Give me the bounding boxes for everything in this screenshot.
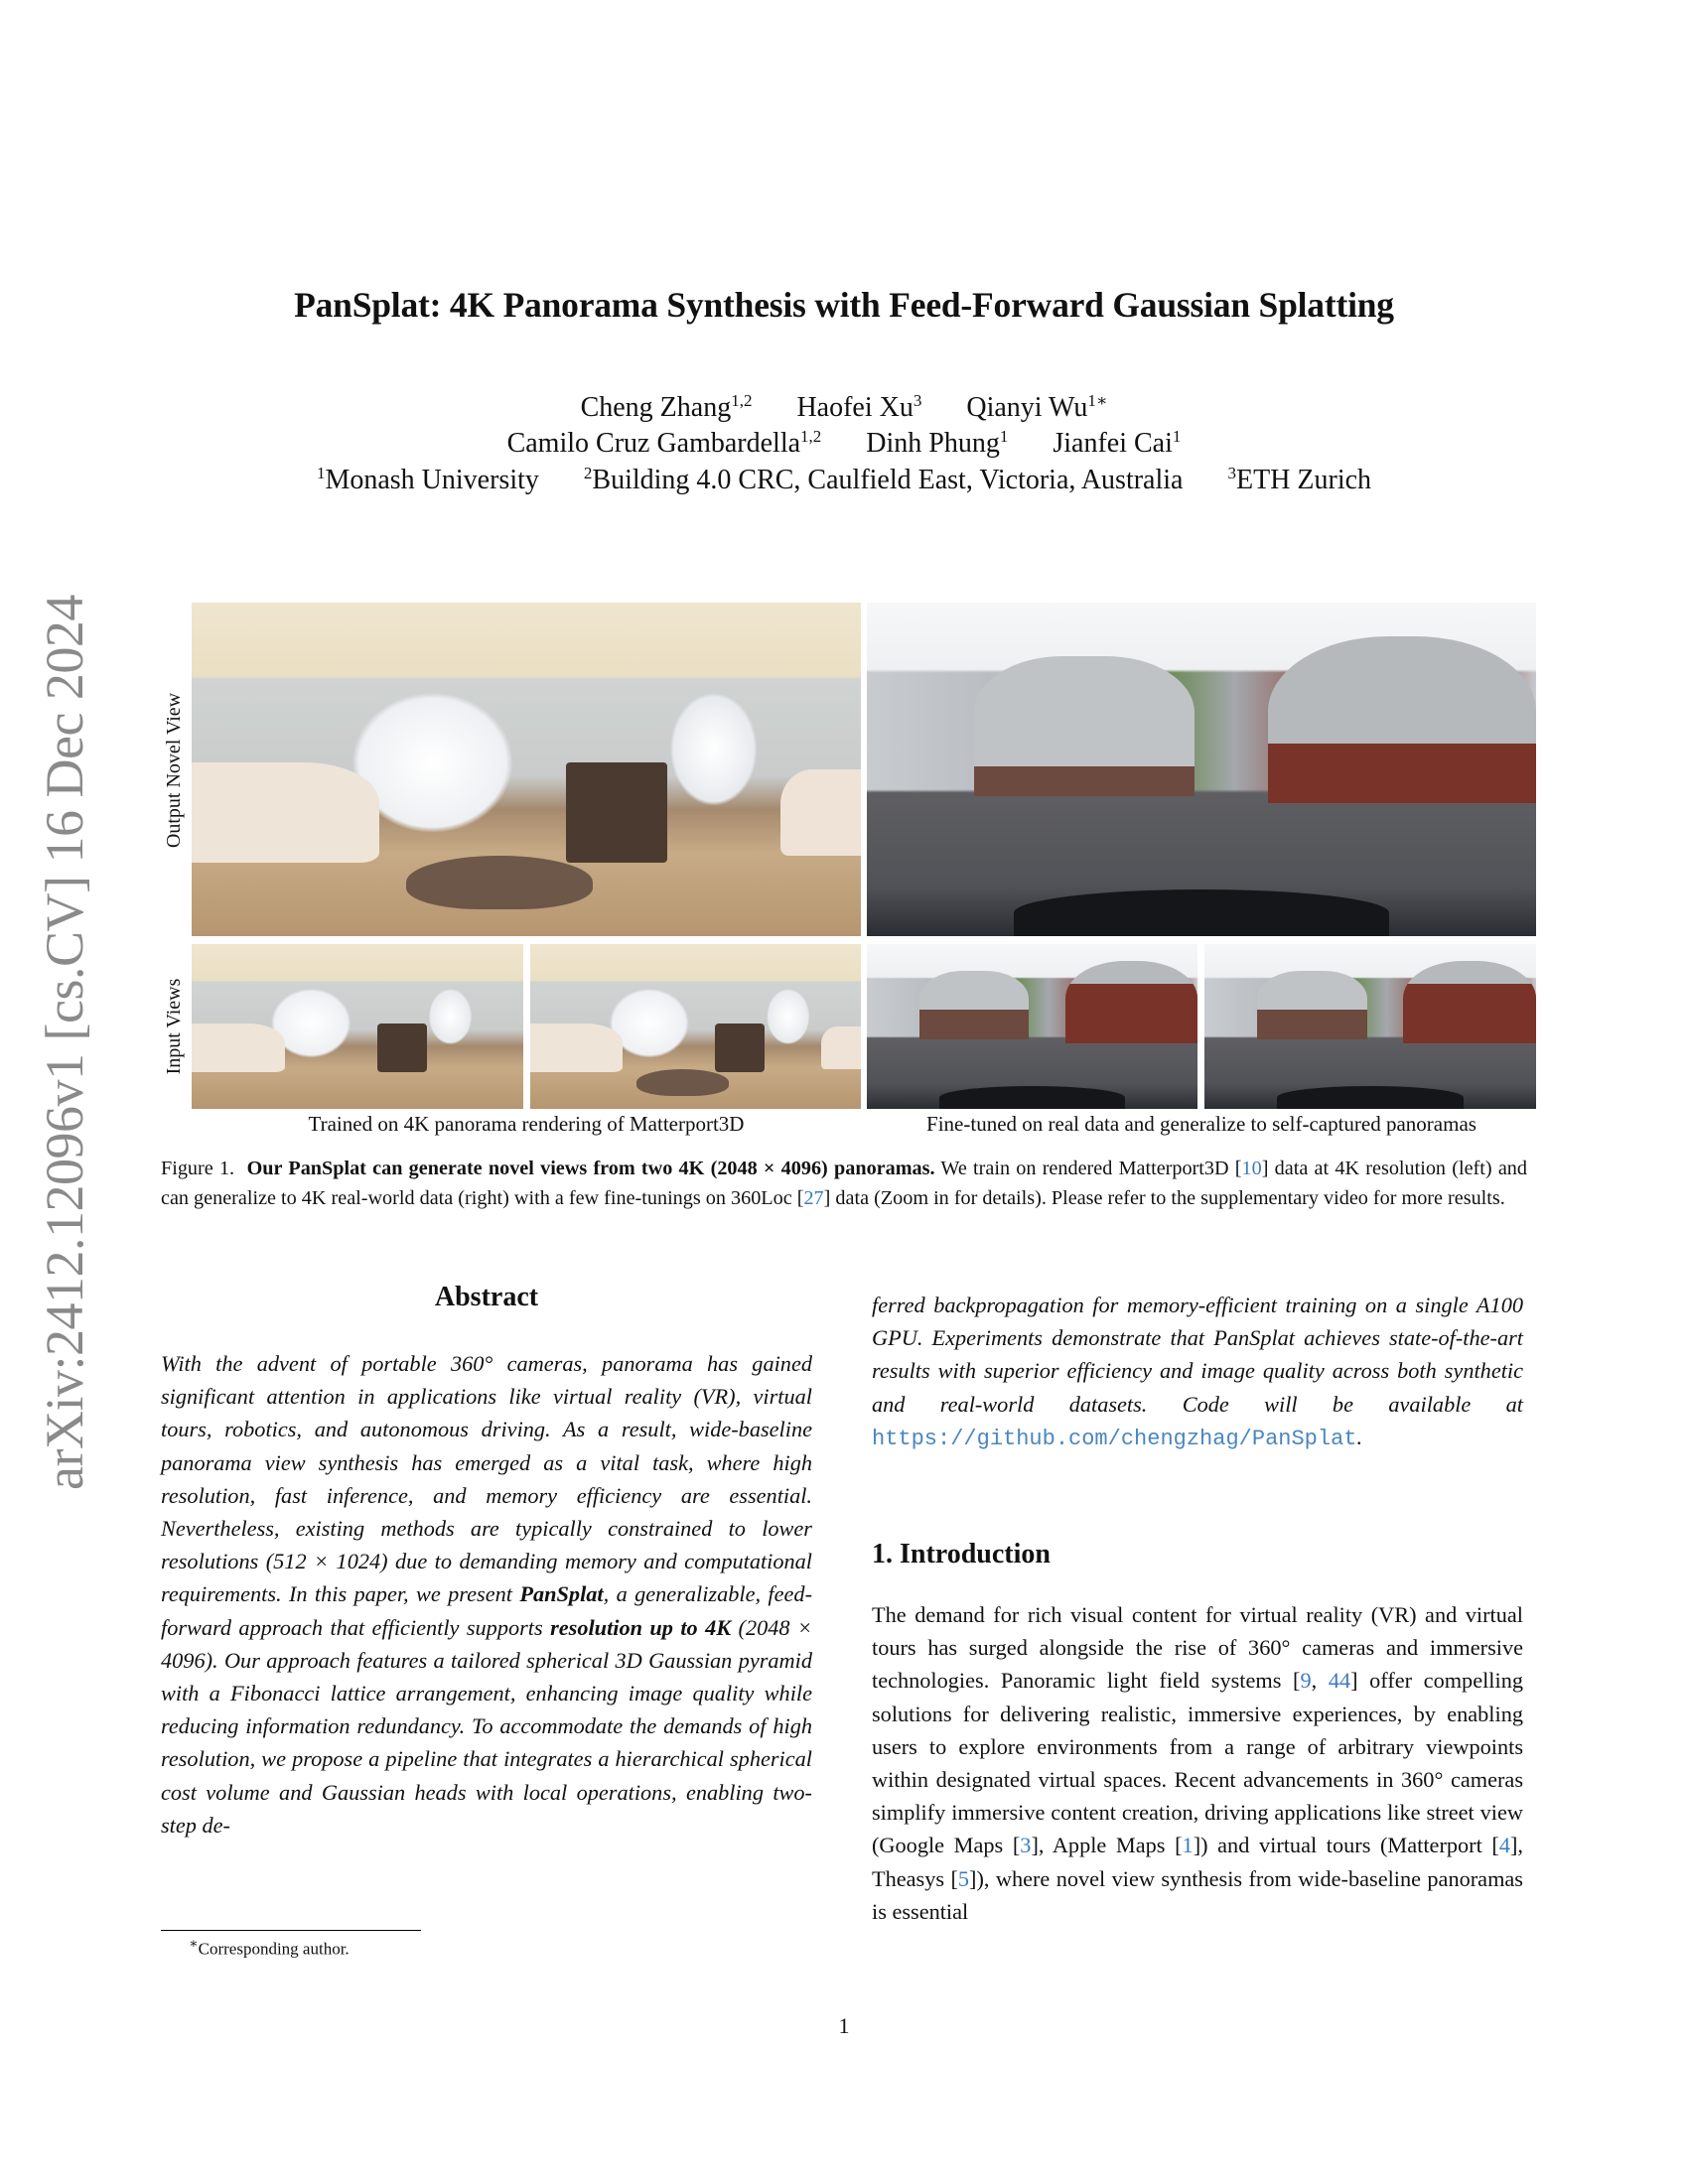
author: Qianyi $Wu^{1∗}$ (966, 391, 1108, 423)
right-sublabel: Fine-tuned on real data and generalize to self-captured panoramas (926, 1112, 1477, 1136)
left-output-panorama-image (192, 603, 861, 936)
citation-link[interactable]: 4 (1498, 1833, 1510, 1858)
row-label-output: Output Novel View (163, 692, 185, 849)
author: Cheng Zhang$^{1,2}$ (580, 391, 753, 423)
author-line-1 (0, 392, 1688, 424)
right-input-panorama-image-1 (867, 944, 1197, 1109)
paper-title: PanSplat: 4K Panorama Synthesis with Feed-Forward Gaussian Splatting (294, 285, 1394, 325)
affiliation: $^2$Building 4.0 CRC, Caulfield East, Victoria, Australia (583, 464, 1184, 495)
citation-link[interactable]: 27 (803, 1186, 824, 1209)
left-input-panorama-image-2 (530, 944, 861, 1109)
citation-link[interactable]: 10 (1241, 1158, 1262, 1179)
affiliation: $^3$ETH Zurich (1227, 464, 1372, 495)
introduction-body: The demand for rich visual content for virtual reality (VR) and virtual tours has surged alongside the rise of 360° cameras and immersive technologies. Panoramic light field systems [9, 44] offer compelling solutions for delivering realistic, immersive experiences, by enabling users to explore environments from a range of arbitrary viewpoints within designated virtual spaces. Recent advancements in 360° cameras simplify immersive content creation, driving applications like street view (Google Maps [3], Apple Maps [1]) and virtual tours (Matterport [4], Theasys [5]), where novel view synthesis from wide-baseline panoramas is essential (872, 1602, 1523, 1924)
citation-link[interactable]: 44 (1328, 1668, 1351, 1694)
affiliation: $^1$Monash University (316, 464, 539, 495)
abstract-body: With the advent of portable 360° cameras, panorama has gained significant attention in applications like virtual reality (VR), virtual tours, robotics, and autonomous driving. As a result, wide-baseline panorama view synthesis has emerged as a vital task, where high resolution, fast inference, and memory efficiency are essential. Nevertheless, existing methods are typically constrained to lower resolutions (512 × 1024) due to demanding memory and computational requirements. In this paper, we present PanSplat, a generalizable, feed-forward approach that efficiently supports resolution up to 4K (2048 × 4096). Our approach features a tailored spherical 3D Gaussian pyramid with a Fibonacci lattice arrangement, enhancing image quality while reducing information redundancy. To accommodate the demands of high resolution, we propose a pipeline that integrates a hierarchical spherical cost volume and Gaussian heads with local operations, enabling two-step de- (161, 1351, 812, 1838)
footnote-rule (161, 1930, 421, 1931)
arxiv-stamp: arXiv:2412.12096v1 [cs.CV] 16 Dec 2024 (35, 595, 94, 1490)
left-sublabel: Trained on 4K panorama rendering of Matterport3D (308, 1112, 745, 1136)
github-link[interactable]: https://github.com/chengzhag/PanSplat (872, 1426, 1357, 1451)
figure-caption: Figure 1. Our PanSplat can generate novel views from two 4K (2048 × 4096) panoramas. We train on rendered Matterport3D [10] data at 4K resolution (left) and can generalize to 4K real-world data (right) with a few fine-tunings on 360Loc [27] data (Zoom in for details). Please refer to the supplementary video for more results. (161, 1158, 1527, 1209)
section-heading-introduction: 1. Introduction (872, 1539, 1051, 1570)
footnote: ∗Corresponding author. (189, 1936, 350, 1959)
abstract-bold: PanSplat (519, 1581, 604, 1607)
left-input-panorama-image-1 (192, 944, 523, 1109)
row-label-input: Input Views (163, 978, 185, 1075)
citation-link[interactable]: 9 (1300, 1668, 1312, 1694)
right-output-panorama-image (867, 603, 1536, 936)
citation-link[interactable]: 5 (957, 1865, 970, 1891)
caption-bold: Our PanSplat can generate novel views from two 4K (2048 × 4096) panoramas. (246, 1158, 935, 1179)
author: Dinh Phung$^1$ (866, 427, 1009, 459)
abstract-heading: Abstract (434, 1282, 539, 1312)
caption-label: Figure 1. (161, 1158, 235, 1179)
page-number: 1 (838, 2013, 850, 2038)
right-input-panorama-image-2 (1204, 944, 1536, 1109)
author-line-2 (0, 428, 1688, 460)
abstract-bold: resolution up to 4K (550, 1614, 732, 1640)
author: Jianfei Cai$^1$ (1053, 427, 1182, 459)
author: Haofei Xu$^3$ (796, 391, 922, 423)
affiliations (0, 465, 1688, 496)
citation-link[interactable]: 3 (1020, 1833, 1032, 1858)
abstract-body-continued: ferred backpropagation for memory-efficient training on a single A100 GPU. Experiments demonstrate that PanSplat achieves state-of-the-art results with superior efficiency and image quality across both synthetic and real-world datasets. Code will be available at https://github.com/chengzhag/PanSplat. (872, 1293, 1523, 1451)
citation-link[interactable]: 1 (1182, 1833, 1194, 1858)
author: Camilo Cruz Gambardella$^{1,2}$ (506, 427, 822, 459)
